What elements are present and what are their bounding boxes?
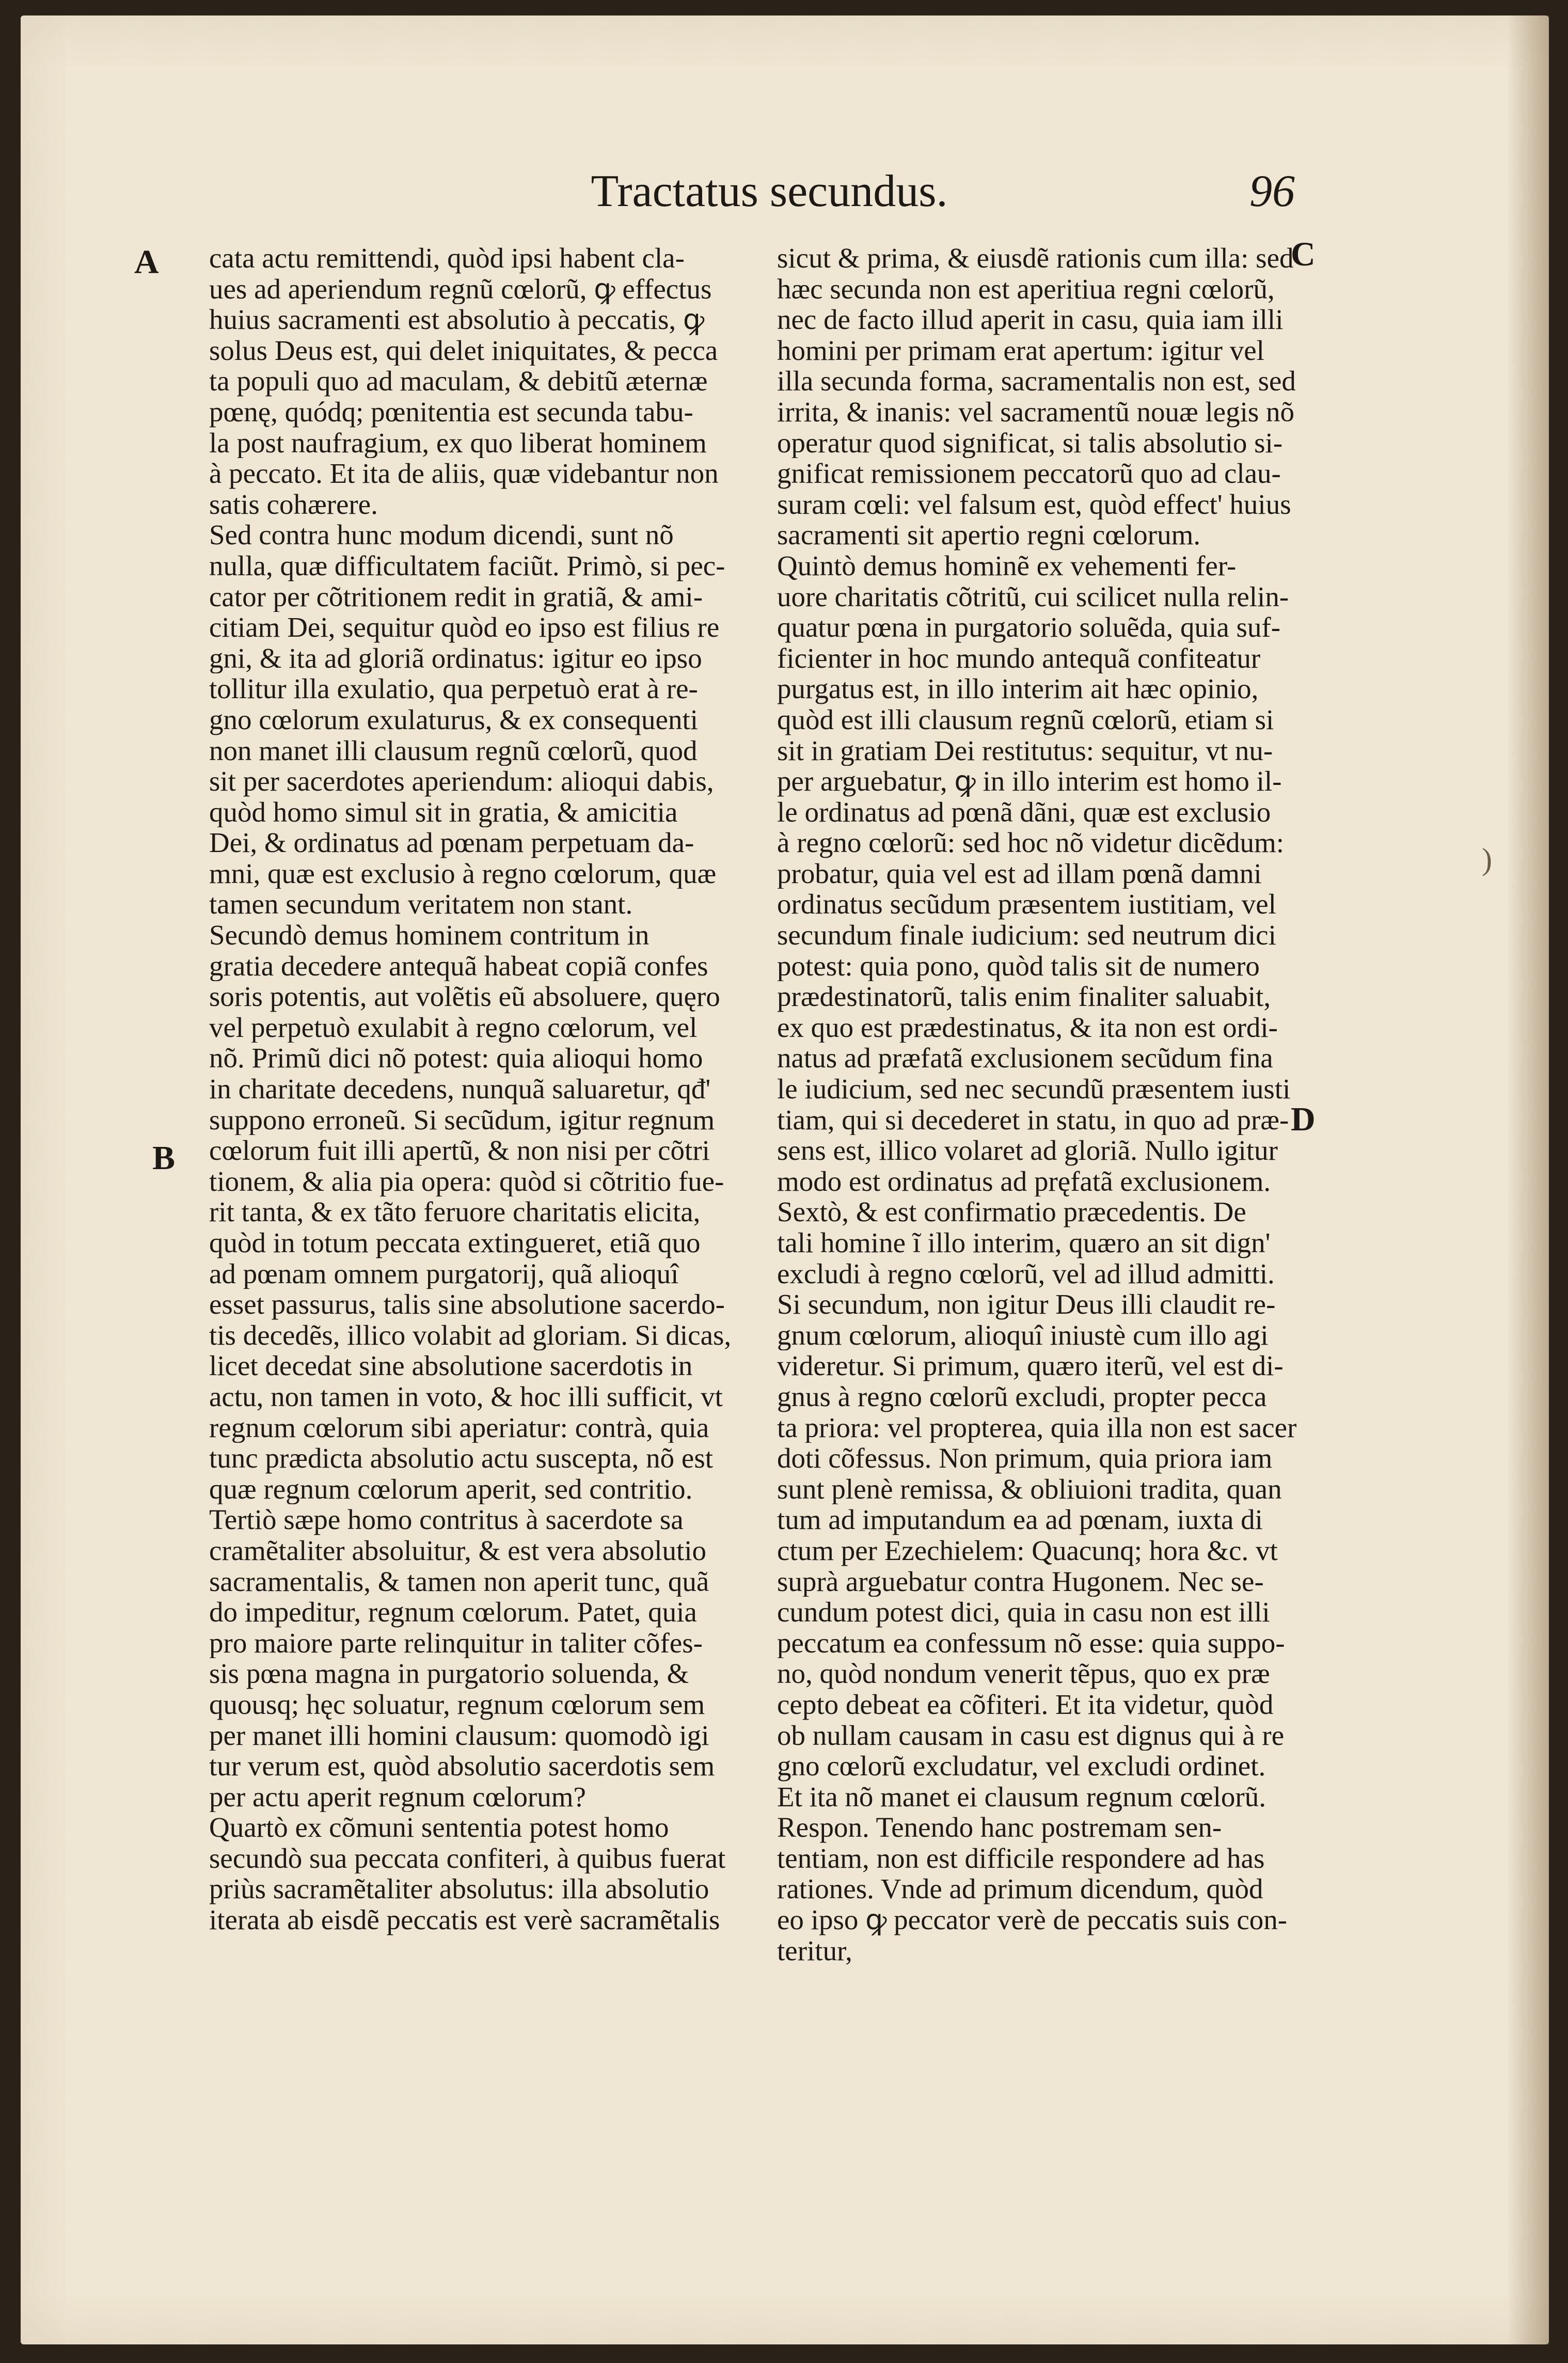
text-line: do impeditur, regnum cœlorum. Patet, quia — [209, 1597, 697, 1628]
text-line: soris potentis, aut volẽtis eũ absoluere, quęro — [209, 981, 720, 1012]
text-line: ues ad aperiendum regnũ cœlorũ, ꝙ effectus — [209, 273, 712, 305]
text-line: le iudicium, sed nec secundũ præsentem iusti — [777, 1074, 1291, 1105]
text-line: gno cœlorũ excludatur, vel excludi ordinet. — [777, 1751, 1266, 1782]
text-line: sacramentalis, & tamen non aperit tunc, quã — [209, 1566, 709, 1597]
page-edge-shadow — [1508, 15, 1549, 2344]
margin-letter-d: D — [1291, 1100, 1316, 1138]
text-line: sacramenti sit apertio regni cœlorum. — [777, 519, 1201, 550]
text-line: priùs sacramẽtaliter absolutus: illa absolutio — [209, 1873, 709, 1905]
text-line: irrita, & inanis: vel sacramentũ nouæ legis nõ — [777, 396, 1295, 428]
text-line: excludi à regno cœlorũ, vel ad illud admitti. — [777, 1258, 1275, 1289]
text-line: illa secunda forma, sacramentalis non est, sed — [777, 366, 1296, 397]
text-line: gratia decedere antequã habeat copiã confes — [209, 950, 708, 982]
text-line: non manet illi clausum regnũ cœlorũ, quod — [209, 735, 698, 766]
text-line: gnificat remissionem peccatorũ quo ad clau- — [777, 458, 1281, 489]
text-line: ad pœnam omnem purgatorij, quã alioquî — [209, 1258, 679, 1289]
text-line: tentiam, non est difficile respondere ad has — [777, 1842, 1265, 1874]
text-line: cator per cõtritionem redit in gratiã, & ami- — [209, 581, 703, 612]
text-line: quòd homo simul sit in gratia, & amicitia — [209, 796, 678, 828]
text-line: Respon. Tenendo hanc postremam sen- — [777, 1812, 1222, 1843]
text-line: quatur pœna in purgatorio soluẽda, quia suf- — [777, 612, 1281, 643]
text-line: purgatus est, in illo interim ait hæc opinio, — [777, 673, 1259, 704]
text-line: cata actu remittendi, quòd ipsi habent cla- — [209, 243, 685, 274]
text-line: sicut & prima, & eiusdẽ rationis cum illa: sed — [777, 243, 1294, 274]
text-line: esset passurus, talis sine absolutione sacerdo- — [209, 1289, 725, 1320]
text-line: cœlorum fuit illi apertũ, & non nisi per cõtri — [209, 1135, 710, 1166]
text-line: rit tanta, & ex tãto feruore charitatis elicita, — [209, 1196, 701, 1227]
text-line: tali homine ĩ illo interim, quæro an sit dign' — [777, 1227, 1271, 1258]
text-line: tum ad imputandum ea ad pœnam, iuxta di — [777, 1504, 1263, 1535]
text-line: tiam, qui si decederet in statu, in quo ad præ- — [777, 1104, 1289, 1136]
text-line: ta populi quo ad maculam, & debitũ æternæ — [209, 366, 708, 397]
text-line: à peccato. Et ita de aliis, quæ videbantur non — [209, 458, 719, 489]
text-line: iterata ab eisdẽ peccatis est verè sacramẽtalis — [209, 1904, 720, 1935]
text-line: rationes. Vnde ad primum dicendum, quòd — [777, 1873, 1263, 1905]
text-line: Tertiò sæpe homo contritus à sacerdote sa — [209, 1504, 684, 1535]
text-line: tionem, & alia pia opera: quòd si cõtritio fue- — [209, 1165, 724, 1197]
text-line: quòd est illi clausum regnũ cœlorũ, etiam si — [777, 704, 1274, 735]
text-line: sens est, illico volaret ad gloriã. Nullo igitur — [777, 1135, 1278, 1166]
text-line: à regno cœlorũ: sed hoc nõ videtur dicẽdum: — [777, 827, 1285, 858]
text-line: uore charitatis cõtritũ, cui scilicet nulla relin- — [777, 581, 1289, 612]
text-line: Quintò demus hominẽ ex vehementi fer- — [777, 550, 1237, 581]
right-text-column — [777, 243, 1329, 1966]
margin-letter-c: C — [1291, 235, 1316, 273]
text-line: Sextò, & est confirmatio præcedentis. De — [777, 1196, 1246, 1227]
text-line: quòd in totum peccata extingueret, etiã quo — [209, 1227, 701, 1258]
text-line: doti cõfessus. Non primum, quia priora iam — [777, 1443, 1273, 1474]
text-line: peccatum ea confessum nõ esse: quia suppo- — [777, 1627, 1285, 1659]
text-line: videretur. Si primum, quæro iterũ, vel est di- — [777, 1350, 1284, 1381]
text-line: secundò sua peccata confiteri, à quibus fuerat — [209, 1842, 726, 1874]
margin-letter-a: A — [134, 243, 159, 281]
text-line: la post naufragium, ex quo liberat hominem — [209, 427, 707, 459]
text-line: tollitur illa exulatio, qua perpetuò erat à re- — [209, 673, 698, 704]
text-line: Dei, & ordinatus ad pœnam perpetuam da- — [209, 827, 694, 858]
text-line: no, quòd nondum venerit tẽpus, quo ex præ — [777, 1658, 1270, 1689]
text-line: gnus à regno cœlorũ excludi, propter pecca — [777, 1381, 1267, 1412]
folio-number: 96 — [1249, 166, 1295, 216]
text-line: mni, quæ est exclusio à regno cœlorum, quæ — [209, 858, 717, 889]
text-line: secundum finale iudicium: sed neutrum dici — [777, 920, 1276, 951]
text-line: gni, & ita ad gloriã ordinatus: igitur eo ipso — [209, 642, 702, 674]
text-line: cramẽtaliter absoluitur, & est vera absolutio — [209, 1535, 707, 1566]
text-line: modo est ordinatus ad pręfatã exclusionem. — [777, 1165, 1271, 1197]
text-line: natus ad præfatã exclusionem secũdum fina — [777, 1043, 1273, 1074]
text-line: potest: quia pono, quòd talis sit de numero — [777, 950, 1260, 982]
text-line: cepto debeat ea cõfiteri. Et ita videtur, quòd — [777, 1689, 1274, 1720]
left-text-column — [209, 243, 762, 1935]
text-line: pro maiore parte relinquitur in taliter cõfes- — [209, 1627, 703, 1659]
text-line: sit in gratiam Dei restitutus: sequitur, vt nu- — [777, 735, 1273, 766]
text-line: gnum cœlorum, alioquî iniustè cum illo agi — [777, 1319, 1269, 1351]
text-line: satis cohærere. — [209, 489, 378, 520]
book-page — [21, 15, 1549, 2344]
text-line: solus Deus est, qui delet iniquitates, & pecca — [209, 335, 718, 366]
running-title: Tractatus secundus. — [591, 166, 948, 216]
text-line: licet decedat sine absolutione sacerdotis in — [209, 1350, 693, 1381]
text-line: tur verum est, quòd absolutio sacerdotis sem — [209, 1751, 715, 1782]
text-line: gno cœlorum exulaturus, & ex consequenti — [209, 704, 699, 735]
margin-ink-mark: ) — [1482, 842, 1492, 876]
text-line: eo ipso ꝙ peccator verè de peccatis suis con- — [777, 1904, 1288, 1935]
text-line: sunt plenè remissa, & obliuioni tradita, quan — [777, 1473, 1282, 1505]
text-line: sit per sacerdotes aperiendum: alioqui dabis, — [209, 766, 714, 797]
text-line: actu, non tamen in voto, & hoc illi sufficit, vt — [209, 1381, 723, 1412]
text-line: nec de facto illud aperit in casu, quia iam illi — [777, 304, 1284, 335]
text-line: citiam Dei, sequitur quòd eo ipso est filius re — [209, 612, 720, 643]
text-line: hæc secunda non est aperitiua regni cœlorũ, — [777, 273, 1275, 305]
text-line: per arguebatur, ꝙ in illo interim est homo il- — [777, 766, 1282, 797]
text-line: regnum cœlorum sibi aperiatur: contrà, quia — [209, 1412, 709, 1443]
text-line: Quartò ex cõmuni sententia potest homo — [209, 1812, 669, 1843]
margin-letter-b: B — [152, 1139, 176, 1177]
text-line: cundum potest dici, quia in casu non est illi — [777, 1597, 1270, 1628]
text-line: huius sacramenti est absolutio à peccatis, ꝙ — [209, 304, 705, 335]
text-line: ob nullam causam in casu est dignus qui à re — [777, 1720, 1285, 1751]
text-line: sis pœna magna in purgatorio soluenda, & — [209, 1658, 689, 1689]
text-line: Secundò demus hominem contritum in — [209, 920, 650, 951]
text-line: nulla, quæ difficultatem faciũt. Primò, si pec- — [209, 550, 725, 581]
text-line: nõ. Primũ dici nõ potest: quia alioqui homo — [209, 1043, 703, 1074]
text-line: ex quo est prædestinatus, & ita non est ordi- — [777, 1012, 1278, 1043]
text-line: suppono erroneũ. Si secũdum, igitur regnum — [209, 1104, 715, 1136]
text-line: quæ regnum cœlorum aperit, sed contritio. — [209, 1473, 693, 1505]
text-line: operatur quod significat, si talis absolutio si- — [777, 427, 1283, 459]
text-line: ordinatus secũdum præsentem iustitiam, vel — [777, 889, 1276, 920]
text-line: vel perpetuò exulabit à regno cœlorum, vel — [209, 1012, 698, 1043]
text-line: tunc prædicta absolutio actu suscepta, nõ est — [209, 1443, 714, 1474]
text-line: tamen secundum veritatem non stant. — [209, 889, 633, 920]
text-line: suprà arguebatur contra Hugonem. Nec se- — [777, 1566, 1264, 1597]
text-line: in charitate decedens, nunquã saluaretur, qđ' — [209, 1074, 711, 1105]
text-line: prædestinatorũ, talis enim finaliter saluabit, — [777, 981, 1271, 1012]
text-line: Sed contra hunc modum dicendi, sunt nõ — [209, 519, 674, 550]
text-line: le ordinatus ad pœnã dãni, quæ est exclusio — [777, 796, 1271, 828]
text-line: quousq; hęc soluatur, regnum cœlorum sem — [209, 1689, 705, 1720]
text-line: Si secundum, non igitur Deus illi claudit re- — [777, 1289, 1276, 1320]
text-line: ficienter in hoc mundo antequã confiteatur — [777, 642, 1261, 674]
text-line: per manet illi homini clausum: quomodò igi — [209, 1720, 709, 1751]
text-line: pœnę, quódq; pœnitentia est secunda tabu- — [209, 396, 693, 428]
text-line: tis decedẽs, illico volabit ad gloriam. Si dicas, — [209, 1319, 732, 1351]
text-line: suram cœli: vel falsum est, quòd effect' huius — [777, 489, 1291, 520]
text-line: ta priora: vel propterea, quia illa non est sacer — [777, 1412, 1297, 1443]
text-line: per actu aperit regnum cœlorum? — [209, 1781, 586, 1813]
text-line: probatur, quia vel est ad illam pœnã damni — [777, 858, 1262, 889]
text-line: Et ita nõ manet ei clausum regnum cœlorũ. — [777, 1781, 1266, 1813]
text-line: ctum per Ezechielem: Quacunq; hora &c. vt — [777, 1535, 1278, 1566]
text-line: homini per primam erat apertum: igitur vel — [777, 335, 1264, 366]
text-line: teritur, — [777, 1935, 852, 1966]
